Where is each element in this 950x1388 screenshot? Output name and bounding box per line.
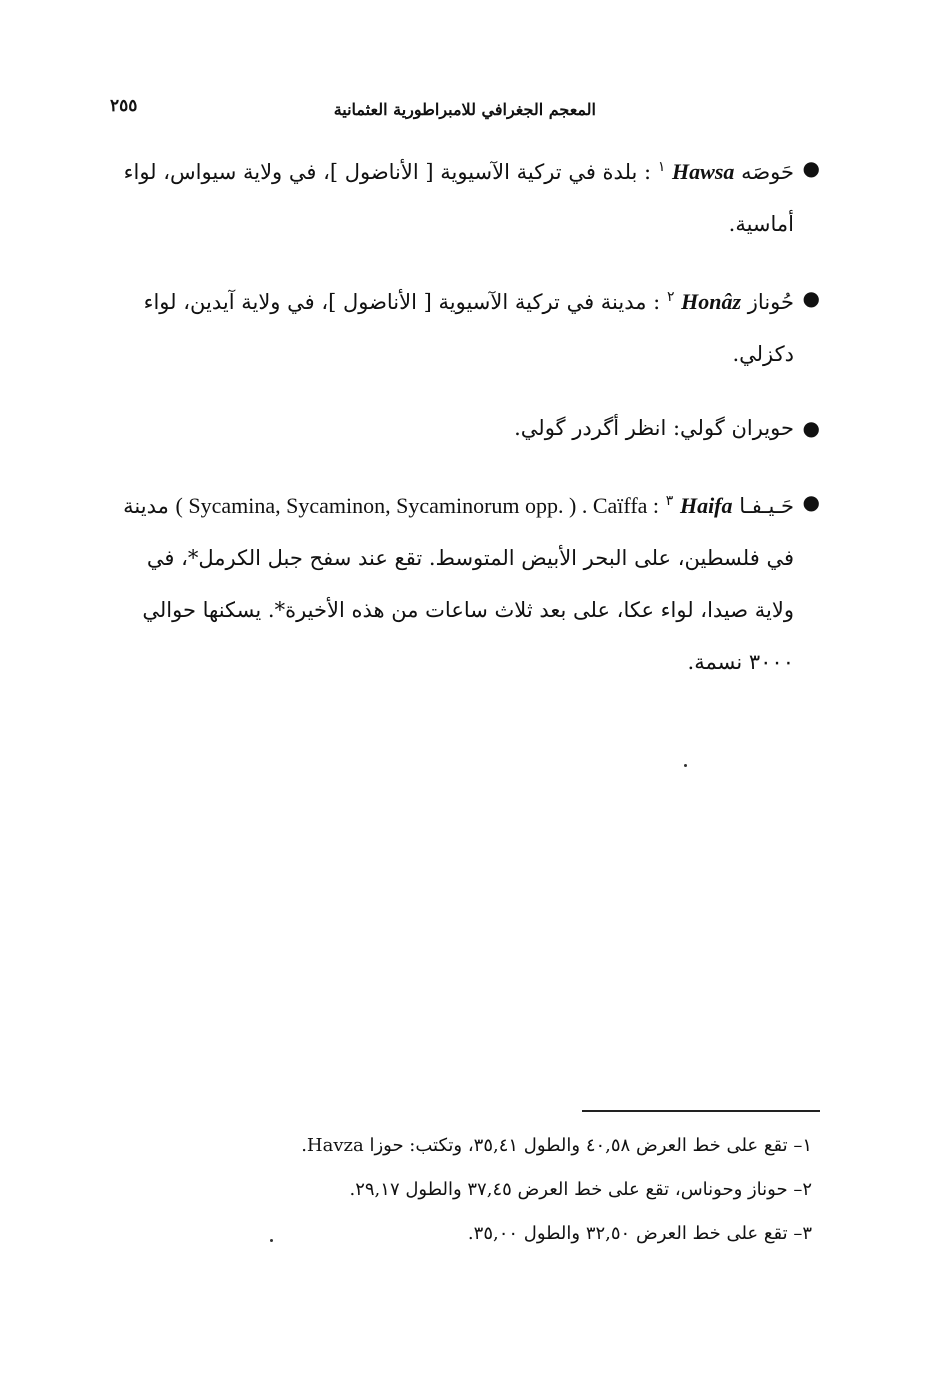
entry-term: حَـيـفـا <box>739 494 794 518</box>
footnote-ref: ٢ <box>666 290 675 305</box>
entry-alt-names: ( Sycamina, Sycaminon, Sycaminorum opp. ) . Caïffa : <box>175 493 660 518</box>
footnotes <box>120 1124 812 1256</box>
entry-hawsa <box>112 142 820 250</box>
page-header <box>110 96 596 136</box>
bullet-icon: ● <box>802 490 820 514</box>
entry-latin-name: Honâz <box>681 289 742 314</box>
bullet-icon: ● <box>802 416 820 440</box>
bullet-icon: ● <box>802 286 820 310</box>
entry-text: مدينة في فلسطين، على البحر الأبيض المتوسط. تقع عند سفح جبل الكرمل*، في ولاية صيدا، لواء عكا، على بعد ثلاث ساعات من هذه الأخيرة*. يسكنها حوالي ٣٠٠٠ نسمة. <box>123 494 794 674</box>
running-title: المعجم الجغرافي للامبراطورية العثمانية <box>333 100 596 119</box>
entry-text: حويران گولي: انظر أگردر گولي. <box>514 416 794 440</box>
footnote-2: ٢– حوناز وحوناس، تقع على خط العرض ٣٧,٤٥ والطول ٢٩,١٧. <box>349 1179 812 1200</box>
entry-term: حَوصَه <box>741 160 794 184</box>
page-number: ٢٥٥ <box>110 96 138 116</box>
entry-text: : بلدة في تركية الآسيوية [ الأناضول ]، في ولاية سيواس، لواء أماسية. <box>123 160 794 236</box>
footnote-1: ١– تقع على خط العرض ٤٠,٥٨ والطول ٣٥,٤١، وتكتب: حوزا Havza. <box>301 1135 812 1156</box>
entry-honaz <box>112 272 820 380</box>
scan-speck <box>270 1239 273 1242</box>
entry-list <box>112 142 820 710</box>
bullet-icon: ● <box>802 156 820 180</box>
entry-huwayran-guli <box>112 402 820 454</box>
entry-text: : مدينة في تركية الآسيوية [ الأناضول ]، في ولاية آيدين، لواء دكزلي. <box>143 290 794 366</box>
scan-speck <box>684 764 687 767</box>
entry-latin-name: Hawsa <box>672 159 735 184</box>
footnote-ref: ١ <box>657 160 666 175</box>
footnote-ref: ٣ <box>665 494 674 509</box>
entry-term: حُوناز <box>747 290 794 314</box>
entry-haifa <box>112 476 820 688</box>
footnote-3: ٣– تقع على خط العرض ٣٢,٥٠ والطول ٣٥,٠٠. <box>467 1223 812 1244</box>
footnote-separator <box>582 1110 820 1112</box>
entry-latin-name: Haifa <box>679 493 733 518</box>
